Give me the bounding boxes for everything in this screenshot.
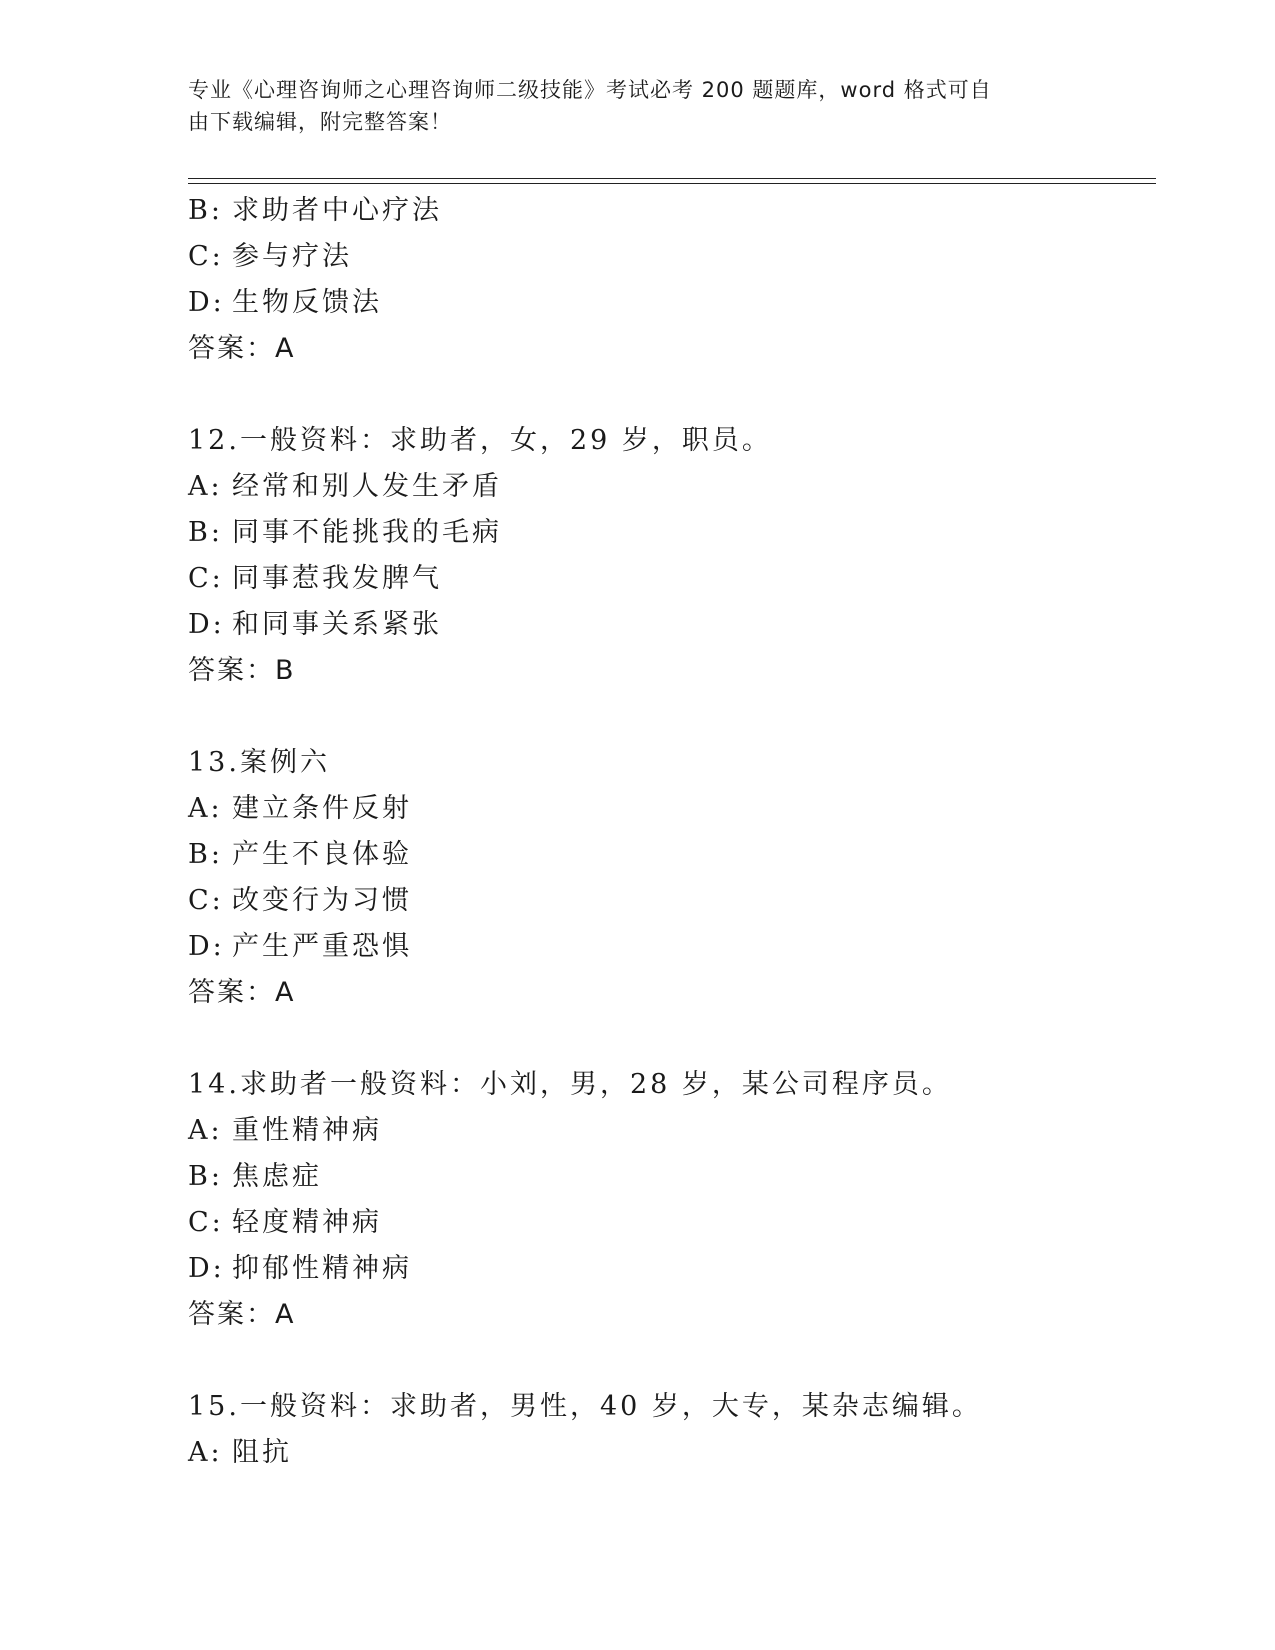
option-letter: C: xyxy=(188,563,224,594)
option-line xyxy=(188,556,1148,602)
option-line xyxy=(188,1154,1148,1200)
option-text: 生物反馈法 xyxy=(232,287,382,318)
question-text: 14.求助者一般资料：小刘，男，28 岁，某公司程序员。 xyxy=(188,1069,952,1100)
option-letter: D: xyxy=(188,931,225,962)
option-line xyxy=(188,602,1148,648)
option-letter: C: xyxy=(188,241,224,272)
option-letter: B: xyxy=(188,839,223,870)
option-line xyxy=(188,786,1148,832)
option-text: 重性精神病 xyxy=(232,1115,382,1146)
option-line xyxy=(188,1246,1148,1292)
option-letter: C: xyxy=(188,885,224,916)
option-line xyxy=(188,188,1148,234)
answer-line: 答案：A xyxy=(188,1299,296,1330)
option-line xyxy=(188,1430,1148,1476)
option-text: 参与疗法 xyxy=(232,241,352,272)
option-text: 焦虑症 xyxy=(232,1161,322,1192)
option-letter: B: xyxy=(188,195,223,226)
option-letter: A: xyxy=(188,793,223,824)
answer-line: 答案：B xyxy=(188,655,296,686)
option-line xyxy=(188,832,1148,878)
header-line-1: 专业《心理咨询师之心理咨询师二级技能》考试必考 200 题题库，word 格式可自 xyxy=(188,78,992,102)
answer-line: 答案：A xyxy=(188,977,296,1008)
option-text: 阻抗 xyxy=(232,1437,292,1468)
question-block xyxy=(188,188,1148,372)
option-text: 产生严重恐惧 xyxy=(232,931,412,962)
option-letter: A: xyxy=(188,1115,223,1146)
question-text: 15.一般资料：求助者，男性，40 岁，大专，某杂志编辑。 xyxy=(188,1391,982,1422)
header-line-2: 由下载编辑，附完整答案！ xyxy=(188,110,452,134)
option-letter: C: xyxy=(188,1207,224,1238)
option-text: 同事惹我发脾气 xyxy=(232,563,442,594)
option-text: 和同事关系紧张 xyxy=(232,609,442,640)
option-line xyxy=(188,234,1148,280)
option-line xyxy=(188,924,1148,970)
answer-line: 答案：A xyxy=(188,333,296,364)
option-letter: B: xyxy=(188,517,223,548)
option-line xyxy=(188,280,1148,326)
option-letter: D: xyxy=(188,609,225,640)
option-letter: B: xyxy=(188,1161,223,1192)
header-divider-top xyxy=(188,178,1156,179)
question-block xyxy=(188,418,1148,694)
option-text: 产生不良体验 xyxy=(232,839,412,870)
option-letter: D: xyxy=(188,287,225,318)
option-text: 轻度精神病 xyxy=(232,1207,382,1238)
option-line xyxy=(188,878,1148,924)
option-line xyxy=(188,464,1148,510)
document-header xyxy=(188,74,1068,138)
option-text: 求助者中心疗法 xyxy=(232,195,442,226)
question-block xyxy=(188,1384,1148,1476)
question-block xyxy=(188,740,1148,1016)
question-block xyxy=(188,1062,1148,1338)
option-text: 同事不能挑我的毛病 xyxy=(232,517,502,548)
question-text: 12.一般资料：求助者，女，29 岁，职员。 xyxy=(188,425,772,456)
option-text: 抑郁性精神病 xyxy=(232,1253,412,1284)
header-divider-bottom xyxy=(188,183,1156,184)
option-letter: A: xyxy=(188,471,223,502)
option-text: 建立条件反射 xyxy=(232,793,412,824)
option-text: 改变行为习惯 xyxy=(232,885,412,916)
option-line xyxy=(188,510,1148,556)
option-letter: D: xyxy=(188,1253,225,1284)
option-line xyxy=(188,1200,1148,1246)
question-text: 13.案例六 xyxy=(188,747,330,778)
option-text: 经常和别人发生矛盾 xyxy=(232,471,502,502)
option-letter: A: xyxy=(188,1437,223,1468)
option-line xyxy=(188,1108,1148,1154)
question-list xyxy=(188,188,1148,1476)
